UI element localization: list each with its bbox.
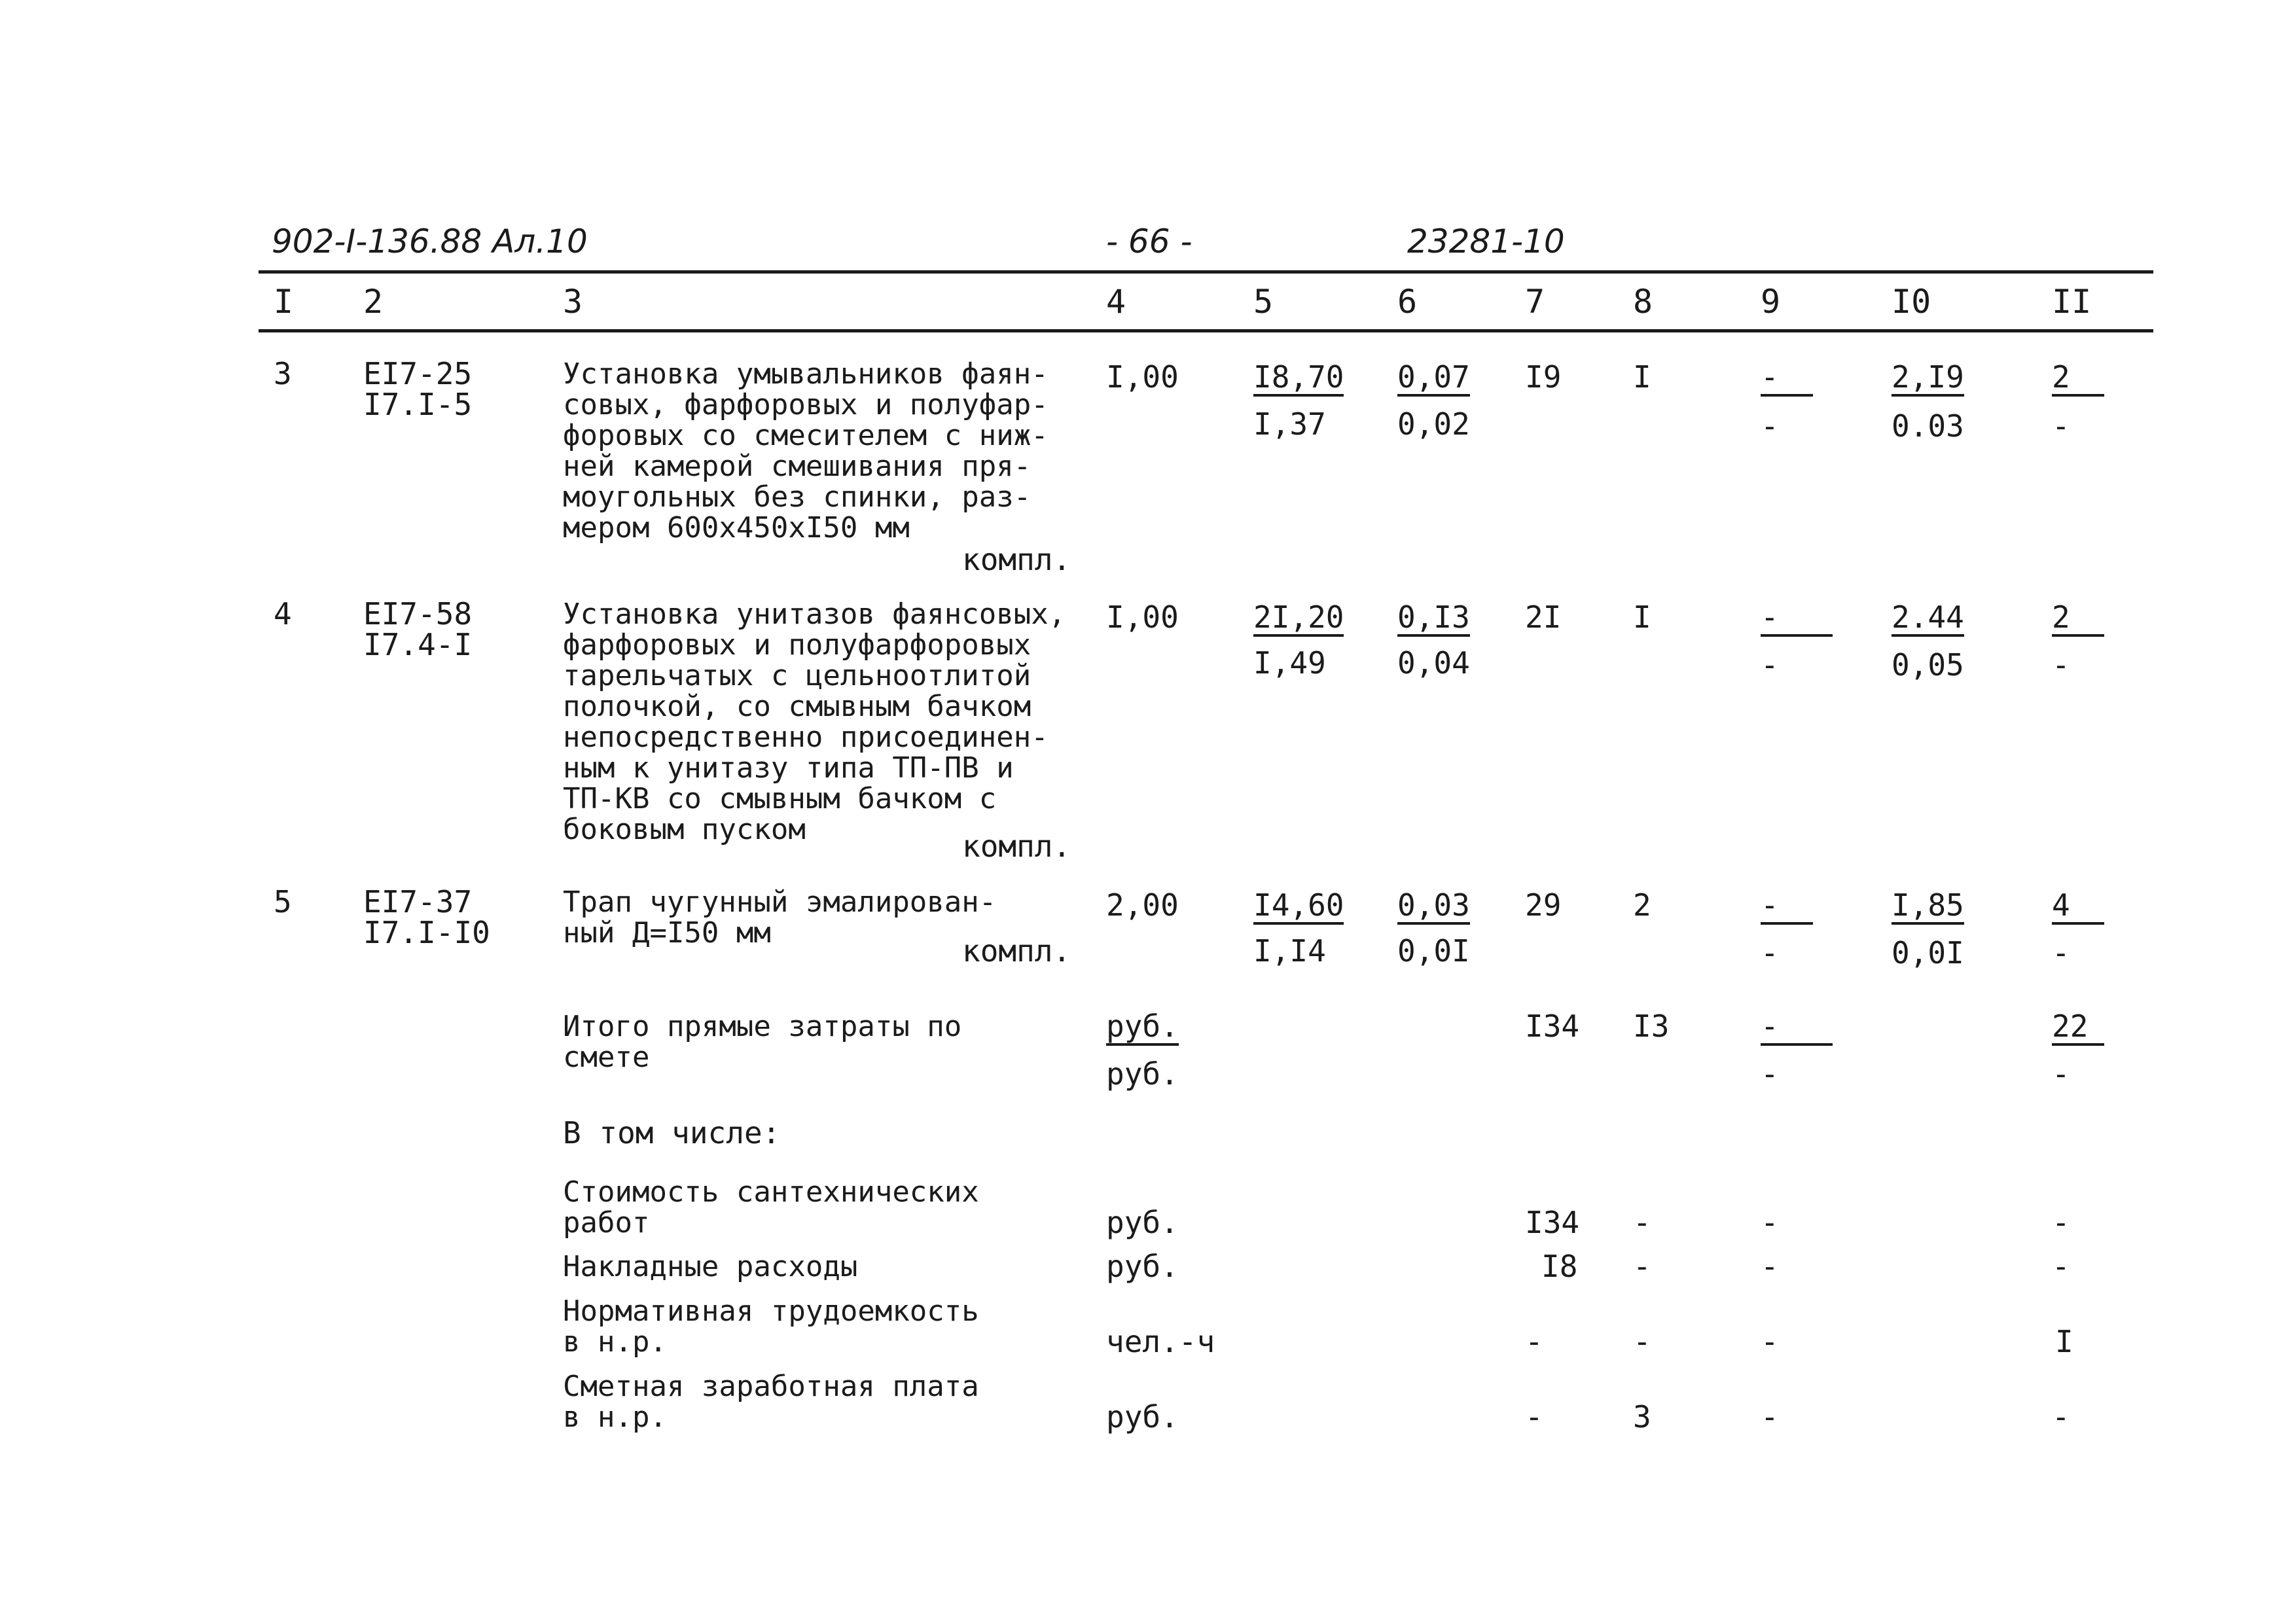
unit-label: компл. <box>962 829 1071 864</box>
total-cost: 29 <box>1525 887 1562 923</box>
sub-unit: чел.-ч <box>1106 1324 1215 1359</box>
col-8: 8 <box>1633 283 1653 321</box>
page-number: - 66 - <box>1106 223 1193 260</box>
sub-unit: руб. <box>1106 1399 1179 1435</box>
totals-col9-top: - <box>1761 1011 1833 1046</box>
labor-unit-top: 0,03 <box>1397 890 1470 925</box>
labor-unit-bottom: 0,04 <box>1397 645 1470 681</box>
labor-unit-bottom: 0,02 <box>1397 406 1470 442</box>
quantity: 2,00 <box>1106 887 1179 923</box>
labor-unit-bottom: 0,0I <box>1397 933 1470 969</box>
col-9: 9 <box>1761 283 1781 321</box>
totals-col11-top: 22 <box>2052 1011 2104 1046</box>
sub-col8: - <box>1633 1249 1651 1284</box>
unit-cost-total: 2I,20 <box>1253 602 1344 637</box>
col-5: 5 <box>1253 283 1274 321</box>
row-number: 4 <box>274 596 292 632</box>
unit-cost-wages: I,49 <box>1253 645 1326 681</box>
total-wages: I <box>1633 359 1651 395</box>
col-1: I <box>274 283 294 321</box>
unit-label: компл. <box>962 933 1071 969</box>
sub-col9: - <box>1761 1324 1779 1359</box>
sub-col11: - <box>2052 1205 2070 1240</box>
header-rule <box>259 270 2153 274</box>
total-cost: 2I <box>1525 599 1562 635</box>
totals-label: Итого прямые затраты по смете <box>563 1010 962 1074</box>
sub-col7: I34 <box>1525 1205 1580 1240</box>
code-secondary: I7.I-5 <box>363 387 473 422</box>
column-header-rule <box>259 329 2153 332</box>
item-description: Установка умывальников фаян- совых, фарфоровых и полуфар- форовых со смесителем с ниж- ней камерой смешивания пря- моугольных без спинки, раз- мером 600х450хI50 мм <box>563 357 1049 544</box>
including-label: В том числе: <box>563 1115 781 1150</box>
document-code: 902-I-136.88 Ал.10 <box>272 223 588 260</box>
sub-col9: - <box>1761 1399 1779 1435</box>
code-secondary: I7.I-I0 <box>363 915 490 950</box>
col10-top: 2.44 <box>1892 602 1964 637</box>
totals-unit-top: руб. <box>1106 1011 1179 1046</box>
totals-wages: I3 <box>1633 1008 1670 1044</box>
totals-cost: I34 <box>1525 1008 1580 1044</box>
totals-col11-bottom: - <box>2052 1056 2070 1092</box>
col-7: 7 <box>1525 283 1545 321</box>
sub-unit: руб. <box>1106 1249 1179 1284</box>
col10-bottom: 0,0I <box>1892 935 1964 971</box>
unit-cost-total: I8,70 <box>1253 362 1344 397</box>
sub-label: Накладные расходы <box>563 1250 858 1283</box>
col9-bottom: - <box>1761 935 1779 971</box>
quantity: I,00 <box>1106 599 1179 635</box>
col9-bottom: - <box>1761 647 1779 683</box>
quantity: I,00 <box>1106 359 1179 395</box>
sub-col11: - <box>2052 1249 2070 1284</box>
row-number: 5 <box>274 884 292 919</box>
sub-col9: - <box>1761 1249 1779 1284</box>
col-3: 3 <box>563 283 583 321</box>
col11-bottom: - <box>2052 935 2070 971</box>
sub-col7: - <box>1525 1399 1543 1435</box>
col10-top: 2,I9 <box>1892 362 1964 397</box>
sub-col9: - <box>1761 1205 1779 1240</box>
col10-bottom: 0,05 <box>1892 647 1964 683</box>
unit-label: компл. <box>962 542 1071 577</box>
col11-top: 2 <box>2052 362 2104 397</box>
totals-col9-bottom: - <box>1761 1056 1779 1092</box>
sub-label: Стоимость сантехнических работ <box>563 1175 979 1240</box>
col11-top: 2 <box>2052 602 2104 637</box>
col11-top: 4 <box>2052 890 2104 925</box>
col9-top: - <box>1761 890 1813 925</box>
inventory-number: 23281-10 <box>1407 223 1565 260</box>
sub-col8: - <box>1633 1205 1651 1240</box>
sub-col8: - <box>1633 1324 1651 1359</box>
col9-top: - <box>1761 362 1813 397</box>
col-4: 4 <box>1106 283 1126 321</box>
total-wages: I <box>1633 599 1651 635</box>
col11-bottom: - <box>2052 647 2070 683</box>
sub-col7: I8 <box>1541 1249 1578 1284</box>
unit-cost-wages: I,37 <box>1253 406 1326 442</box>
item-description: Установка унитазов фаянсовых, фарфоровых и полуфарфоровых тарельчатых с цельноотлитой полочкой, со смывным бачком непосредственно присоединен- ным к унитазу типа ТП-ПВ и ТП-КВ со смывным бачком с боковым пуском <box>563 597 1066 846</box>
sub-col8: 3 <box>1633 1399 1651 1435</box>
col9-bottom: - <box>1761 408 1779 444</box>
sub-label: Нормативная трудоемкость в н.р. <box>563 1294 979 1359</box>
total-wages: 2 <box>1633 887 1651 923</box>
sub-col7: - <box>1525 1324 1543 1359</box>
col10-bottom: 0.03 <box>1892 408 1964 444</box>
sub-label: Сметная заработная плата в н.р. <box>563 1370 979 1434</box>
col-2: 2 <box>363 283 384 321</box>
col-10: I0 <box>1892 283 1931 321</box>
sub-col11: I <box>2055 1324 2073 1359</box>
row-number: 3 <box>274 356 292 391</box>
item-description: Трап чугунный эмалирован- ный Д=I50 мм <box>563 885 997 950</box>
col11-bottom: - <box>2052 408 2070 444</box>
sub-unit: руб. <box>1106 1205 1179 1240</box>
code-primary: ЕI7-25 <box>363 356 473 391</box>
totals-unit-bottom: руб. <box>1106 1056 1179 1092</box>
unit-cost-total: I4,60 <box>1253 890 1344 925</box>
code-primary: ЕI7-58 <box>363 596 473 632</box>
unit-cost-wages: I,I4 <box>1253 933 1326 969</box>
col10-top: I,85 <box>1892 890 1964 925</box>
col-6: 6 <box>1397 283 1418 321</box>
total-cost: I9 <box>1525 359 1562 395</box>
col-11: II <box>2052 283 2092 321</box>
labor-unit-top: 0,I3 <box>1397 602 1470 637</box>
col9-top: - <box>1761 602 1833 637</box>
sub-col11: - <box>2052 1399 2070 1435</box>
code-primary: ЕI7-37 <box>363 884 473 919</box>
code-secondary: I7.4-I <box>363 627 473 662</box>
labor-unit-top: 0,07 <box>1397 362 1470 397</box>
